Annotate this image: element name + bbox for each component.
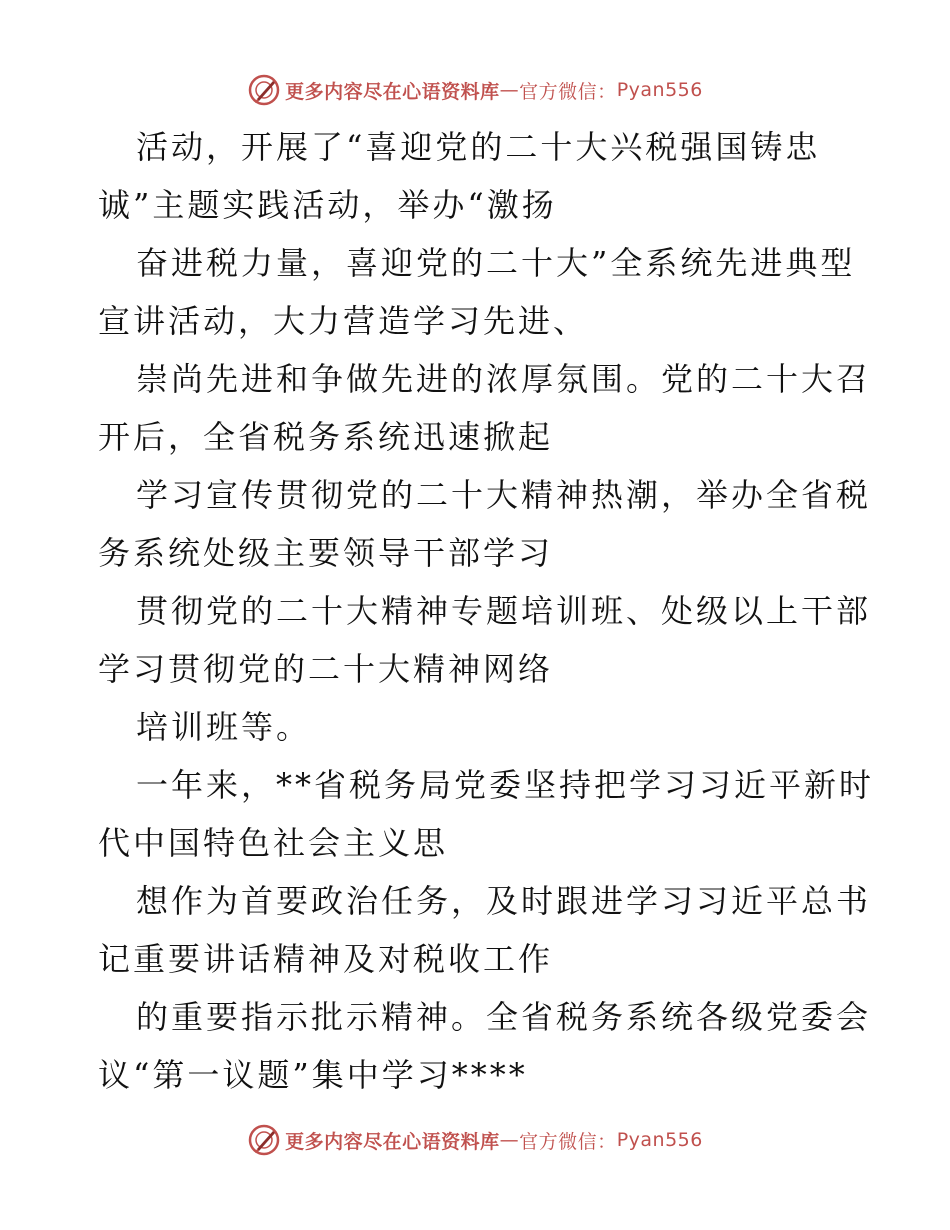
body-text-line: 务系统处级主要领导干部学习 — [98, 534, 554, 572]
footer-watermark — [0, 1120, 950, 1160]
body-text-line: 奋进税力量，喜迎党的二十大”全系统先进典型 — [136, 244, 856, 282]
body-text-line: 代中国特色社会主义思 — [98, 824, 449, 862]
watermark-wechat-id: Pyan556 — [616, 79, 703, 101]
watermark-wechat-label: 官方微信： — [519, 1130, 617, 1153]
body-text-line: 的重要指示批示精神。全省税务系统各级党委会 — [136, 998, 872, 1036]
watermark-main-text: 更多内容尽在心语资料库 — [285, 1130, 500, 1153]
body-text-line: 培训班等。 — [136, 708, 312, 746]
body-text-line: 学习贯彻党的二十大精神网络 — [98, 650, 554, 688]
pen-logo-icon — [247, 1123, 281, 1157]
watermark-main-text: 更多内容尽在心语资料库 — [285, 80, 500, 103]
body-text-line: 宣讲活动，大力营造学习先进、 — [98, 302, 589, 340]
body-text-line: 学习宣传贯彻党的二十大精神热潮，举办全省税 — [136, 476, 872, 514]
body-text-line: 活动，开展了“喜迎党的二十大兴税强国铸忠 — [136, 128, 821, 166]
document-body — [98, 118, 875, 1104]
pen-logo-icon — [247, 73, 281, 107]
watermark-wechat-label: 官方微信： — [519, 80, 617, 103]
body-text-line: 记重要讲话精神及对税收工作 — [98, 940, 554, 978]
body-text-line: 想作为首要政治任务，及时跟进学习习近平总书 — [136, 882, 872, 920]
header-watermark — [0, 70, 950, 110]
watermark-wechat-id: Pyan556 — [616, 1129, 703, 1151]
body-text-line: 开后，全省税务系统迅速掀起 — [98, 418, 554, 456]
watermark-dash: — — [499, 79, 520, 101]
body-text-line: 贯彻党的二十大精神专题培训班、处级以上干部 — [136, 592, 872, 630]
body-text-line: 一年来，**省税务局党委坚持把学习习近平新时 — [136, 766, 875, 804]
body-text-line: 崇尚先进和争做先进的浓厚氛围。党的二十大召 — [136, 360, 872, 398]
watermark-dash: — — [499, 1129, 520, 1151]
body-text-line: 诚”主题实践活动，举办“激扬 — [98, 186, 557, 224]
body-text-line: 议“第一议题”集中学习**** — [98, 1056, 528, 1094]
